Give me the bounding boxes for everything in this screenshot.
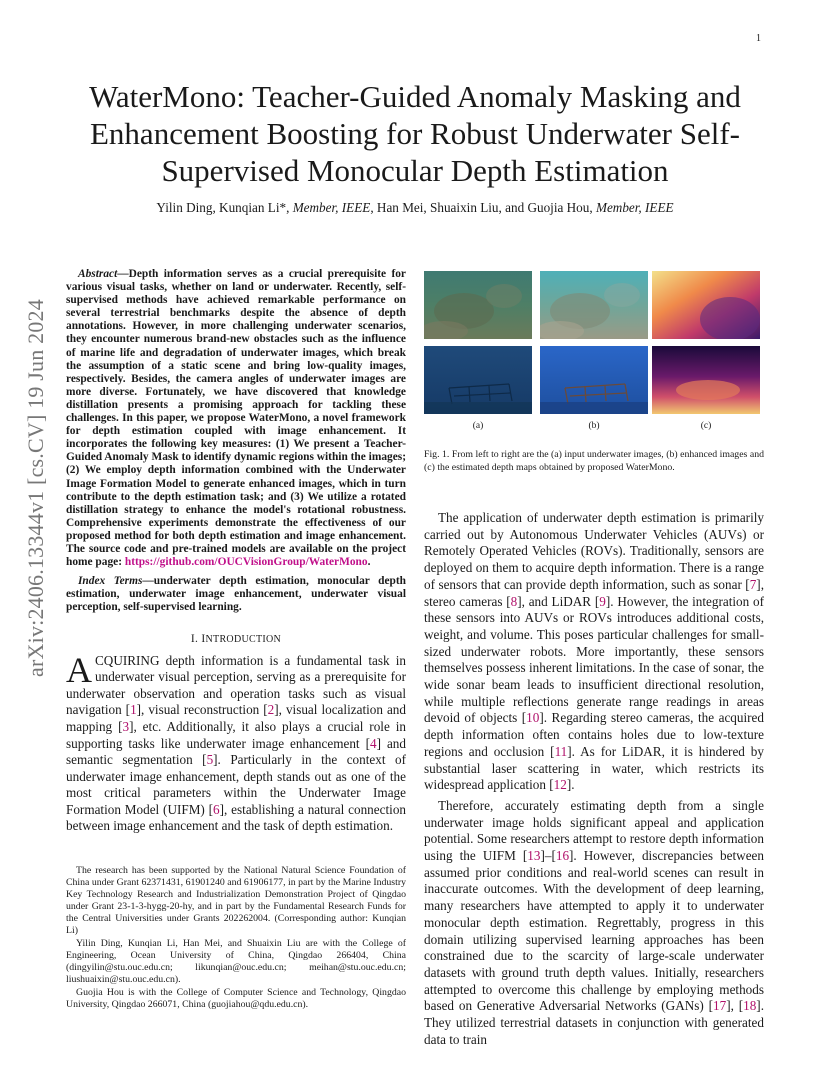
section-numeral: I. I [190,633,206,646]
membership-2: Member, IEEE [595,200,674,215]
figure-label-a: (a) [472,421,484,431]
author-line [60,200,770,216]
citation[interactable]: 9 [599,593,606,609]
citation[interactable]: 3 [122,718,130,734]
citation[interactable]: 5 [206,752,214,768]
citation[interactable]: 11 [554,743,568,759]
project-link[interactable]: https://github.com/OUCVisionGroup/WaterMono [124,556,368,569]
body-text: The application of underwater depth estimation is primarily carried out by Autonomous Underwater Vehicles (AUVs) or Remotely Operated Vehicles (ROVs). Traditionally, sensors are deployed on them to acquire depth information. There is a range of sensors that can provide depth information, such as sonar [ [424,510,764,592]
citation[interactable]: 1 [130,702,137,718]
paper-title: WaterMono: Teacher-Guided Anomaly Masking and Enhancement Boosting for Robust Underwater Self-Supervised Monocular Depth Estimation [89,79,741,188]
arxiv-watermark [23,288,49,688]
figure-label-b: (b) [588,421,600,431]
citation[interactable]: 12 [553,777,567,793]
abstract [66,268,406,569]
intro-text: CQUIRING depth information is a fundamental task in underwater visual perception, serving as a prerequisite for underwater observation and operation tasks such as visual navigation [ [66,652,406,718]
intro-text: ], visual localization and mapping [ [66,702,406,734]
body-text: ]. As for LiDAR, it is hindered by substantial laser scattering in water, which restricts its widespread application [ [424,743,764,793]
body-text: Therefore, accurately estimating depth from a single underwater image holds significant appeal and application potential. Some researchers attempt to restore depth information using the UIFM [ [424,797,764,864]
abstract-text: —Depth information serves as a crucial prerequisite for various visual tasks, whether on land or underwater. Recently, self-supervised methods have achieved remarkable performance on several terrestrial benchmarks despite the absence of depth annotations. However, in more challenging underwater scenarios, they encounter numerous brand-new obstacles such as the influence of marine life and degradation of underwater images, which break the assumption of a static scene and bring low-quality images, respectively. Besides, the camera angles of underwater images are more diverse. Fortunately, we have discovered that knowledge distillation presents a promising approach for tackling these challenges. In this paper, we propose WaterMono, a novel framework for depth estimation coupled with image enhancement. It incorporates the following key measures: (1) We present a Teacher-Guided Anomaly Mask to identify dynamic regions within the images; (2) We employ depth information combined with the Underwater Image Formation Model to generate enhanced images, which in turn contribute to the depth estimation task; and (3) We utilize a rotated distillation strategy to enhance the model's rotational robustness. Comprehensive experiments demonstrate the effectiveness of our proposed method for both depth estimation and image enhancement. The source code and pre-trained models are available on the project home page: [66,268,406,569]
citation[interactable]: 10 [526,710,540,726]
citation[interactable]: 16 [555,848,570,864]
figure-row-top [424,271,764,341]
left-column [66,268,406,835]
body-text: ]. However, the integration of these sensors into AUVs or ROVs introduces additional costs, weight, and volume. This poses particular challenges for small-sized underwater robots. More importantly, these sensors themselves possess inherent limitations. In the case of sonar, the wide sonar beam leads to insufficient directional resolution, while multiple reflections generate range readings in areas devoid of objects [ [424,593,764,726]
body-text: ]. However, discrepancies between assumed prior conditions and real-world scenes can result in inaccurate outcomes. With the development of deep learning, many researchers have attempted to apply it to underwater monocular depth estimation. Regrettably, progress in this domain utilizing supervised learning approaches has been constrained due to the scarcity of large-scale underwater datasets with ground truth depth values. Initially, researchers attempted to overcome this challenge by employing methods based on Generative Adversarial Networks (GANs) [ [424,848,764,1014]
body-paragraph [424,798,764,1049]
body-text: ]. They utilized terrestrial datasets in conjunction with generated data to train [424,998,764,1047]
index-terms-label: Index Terms [78,575,143,588]
citation[interactable]: 7 [749,576,757,592]
body-text: ]–[ [540,848,556,864]
citation[interactable]: 6 [213,801,220,817]
input-underwater-image-1 [424,271,532,339]
figure-row-bottom [424,346,764,416]
abstract-label: Abstract [78,268,118,280]
depth-map-2 [652,346,760,414]
enhanced-image-2 [540,346,648,414]
citation[interactable]: 13 [527,848,541,864]
affiliation-footnote-2: Guojia Hou is with the College of Computer Science and Technology, Qingdao University, Qingdao 266071, China (guojiahou@qdu.edu.cn). [66,987,406,1010]
section-title-rest: NTRODUCTION [205,634,282,646]
body-paragraph [424,510,764,794]
author-names-2: , Han Mei, Shuaixin Liu, and Guojia Hou, [370,200,596,215]
right-column [424,510,764,1053]
funding-footnote: The research has been supported by the National Natural Science Foundation of China under Grant 62371431, 61901240 and 61906177, in part by the Marine Industry Key Technology Research and Industrialization Demonstration Project of Qingdao under Grant 23-1-3-hygg-20-hy, and in part by the Fundamental Research Funds for the Central Universities under Grants 202262004. (Corresponding author: Kunqian Li) [66,865,406,936]
citation[interactable]: 2 [267,702,275,718]
author-names-1: Yilin Ding, Kunqian Li*, [156,200,293,215]
body-text: ]. Regarding stereo cameras, the acquired depth information often contains holes due to low-texture regions and occlusion [ [424,710,765,759]
intro-text: ], establishing a natural connection between image enhancement and the task of depth estimation. [66,801,407,834]
body-text: ]. [566,777,575,793]
figure-caption: Fig. 1. From left to right are the (a) input underwater images, (b) enhanced images and (c) the estimated depth maps obtained by proposed WaterMono. [424,449,764,473]
citation[interactable]: 17 [713,998,727,1014]
index-terms-text: —underwater depth estimation, monocular depth estimation, underwater image enhancement, underwater visual perception, self-supervised learning. [66,575,406,614]
citation[interactable]: 4 [369,735,377,751]
intro-text: ]. Particularly in the context of underwater image enhancement, depth stands out as one of the most critical parameters within the Underwater Image Formation Model (UIFM) [ [66,752,406,817]
enhanced-image-1 [540,271,648,339]
membership-1: Member, IEEE [292,200,371,215]
abstract-end: . [367,556,371,569]
intro-paragraph [66,649,407,836]
drop-cap: A [66,649,92,690]
citation[interactable]: 18 [743,998,757,1014]
depth-map-1 [652,271,760,339]
intro-text: ], etc. Additionally, it also plays a crucial role in supporting tasks like underwater image enhancement [ [66,718,406,751]
footnotes [66,865,406,1012]
figure-label-c: (c) [700,421,712,431]
section-heading-introduction [66,633,406,646]
body-text: ], stereo cameras [ [424,576,764,609]
affiliation-footnote-1: Yilin Ding, Kunqian Li, Han Mei, and Shuaixin Liu are with the College of Engineering, Ocean University of China, Qingdao 266404, China (dingyilin@stu.ouc.edu.cn; likunqian@ouc.edu.cn; meihan@stu.ouc.edu.cn; liushuaixin@stu.ouc.edu.cn). [66,938,406,985]
page-number: 1 [756,33,761,44]
body-text: ], and LiDAR [ [517,593,600,609]
citation[interactable]: 8 [510,593,518,609]
arxiv-id: arXiv:2406.13344v1 [cs.CV] 19 Jun 2024 [23,299,48,677]
body-text: ], [ [726,998,744,1014]
index-terms [66,575,406,614]
intro-text: ], visual reconstruction [ [136,702,268,718]
intro-text: ] and semantic segmentation [ [66,735,406,768]
input-underwater-image-2 [424,346,532,414]
